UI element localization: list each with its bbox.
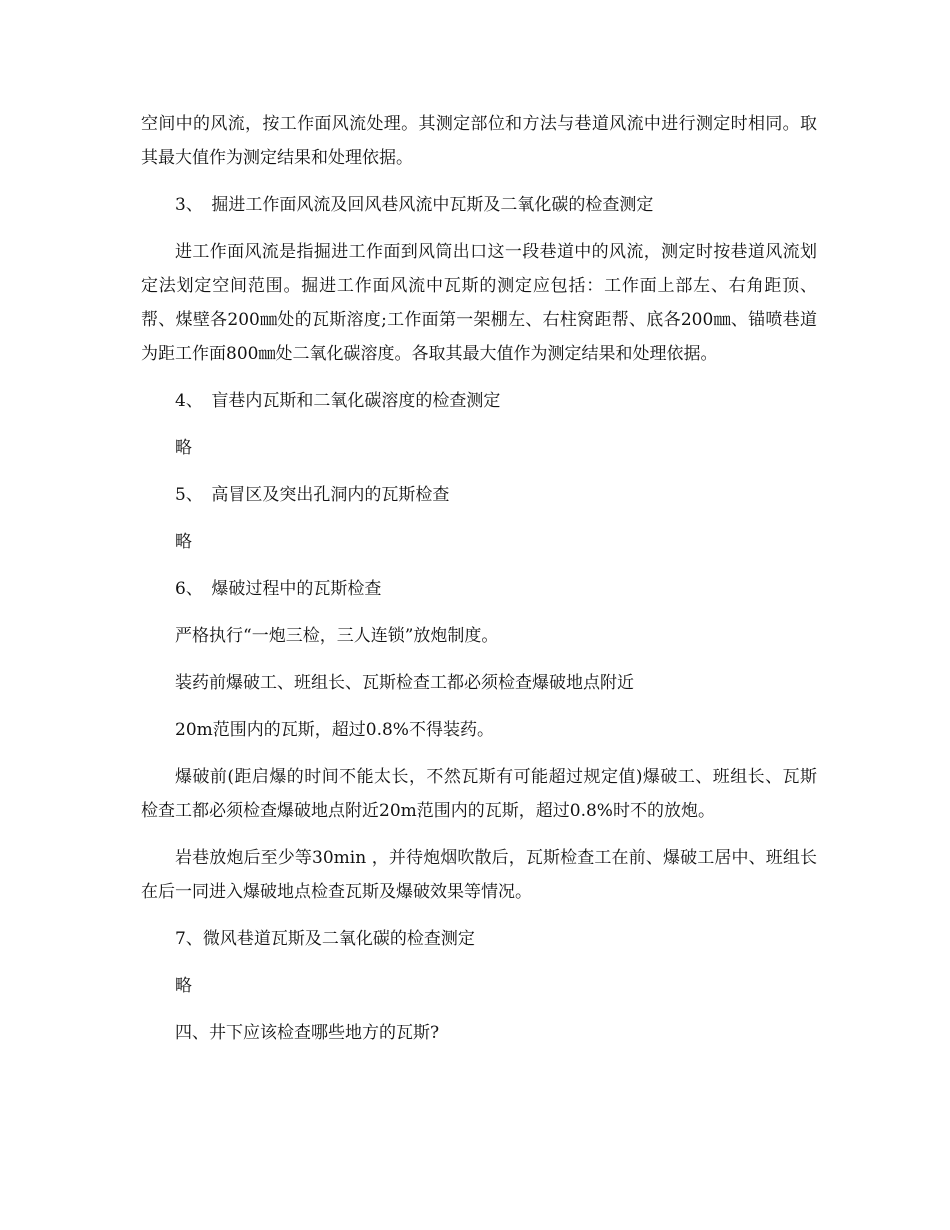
paragraph-omitted-7: 略 <box>175 976 192 996</box>
section-heading-7: 7、微风巷道瓦斯及二氧化碳的检查测定 <box>175 929 475 949</box>
paragraph-5: 20m范围内的瓦斯，超过0.8%不得装药。 <box>175 720 494 740</box>
section-heading-3: 3、 掘进工作面风流及回风巷风流中瓦斯及二氧化碳的检查测定 <box>175 195 654 215</box>
paragraph-omitted-4: 略 <box>175 438 192 458</box>
section-heading-6: 6、 爆破过程中的瓦斯检查 <box>175 579 382 599</box>
section-heading-5: 5、 高冒区及突出孔洞内的瓦斯检查 <box>175 485 450 505</box>
paragraph-3: 严格执行“一炮三检，三人连锁”放炮制度。 <box>175 626 499 646</box>
document-body <box>141 107 817 1063</box>
paragraph-omitted-5: 略 <box>175 532 192 552</box>
paragraph-6: 爆破前(距启爆的时间不能太长，不然瓦斯有可能超过规定值)爆破工、班组长、瓦斯检查工都必须检查爆破地点附近20m范围内的瓦斯，超过0.8%时不的放炮。 <box>141 767 817 821</box>
paragraph-1: 空间中的风流，按工作面风流处理。其测定部位和方法与巷道风流中进行测定时相同。取其最大值作为测定结果和处理依据。 <box>141 114 817 168</box>
paragraph-7: 岩巷放炮后至少等30min ，并待炮烟吹散后，瓦斯检查工在前、爆破工居中、班组长在后一同进入爆破地点检查瓦斯及爆破效果等情况。 <box>141 848 817 902</box>
paragraph-2: 进工作面风流是指掘进工作面到风筒出口这一段巷道中的风流，测定时按巷道风流划定法划定空间范围。掘进工作面风流中瓦斯的测定应包括：工作面上部左、右角距顶、帮、煤壁各200㎜处的瓦斯溶度;工作面第一架棚左、右柱窝距帮、底各200㎜、锚喷巷道为距工作面800㎜处二氧化碳溶度。各取其最大值作为测定结果和处理依据。 <box>141 242 817 364</box>
section-heading-4: 4、 盲巷内瓦斯和二氧化碳溶度的检查测定 <box>175 391 501 411</box>
section-heading-four: 四、井下应该检查哪些地方的瓦斯? <box>175 1023 440 1043</box>
paragraph-4: 装药前爆破工、班组长、瓦斯检查工都必须检查爆破地点附近 <box>175 673 634 693</box>
